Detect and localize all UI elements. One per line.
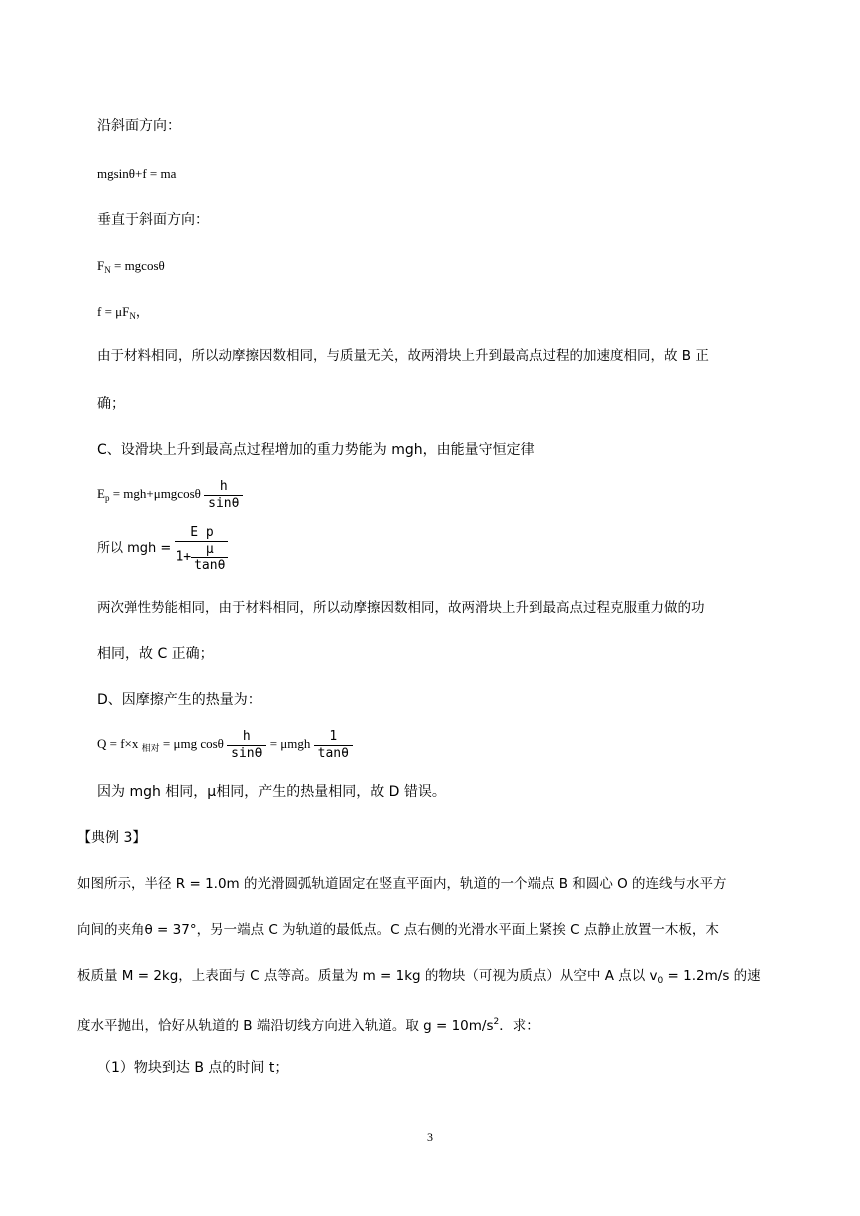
equation-line: Q = f×x $_{相对}$ = μmg cosθ $\frac{h}{\sin\theta}$ = μmgh $\frac{1}{\tan\theta}$ [97, 724, 353, 769]
text-line: C、设滑块上升到最高点过程增加的重力势能为 mgh，由能量守恒定律 [97, 442, 535, 458]
fraction: $\frac{h}{\sin\theta}$ [227, 729, 266, 762]
equation-line: mgsinθ+f = ma [97, 166, 177, 181]
text-line: 因为 mgh 相同，μ相同，产生的热量相同，故 D 错误。 [97, 784, 446, 800]
text-line: 度水平抛出，恰好从轨道的 B 端沿切线方向进入轨道。取 $g = 10m/s^2$．求： [77, 1017, 540, 1034]
equation-line: $E_p = mgh+\mu mgcos\theta$ $\frac{h}{\sin\theta}$ [97, 474, 243, 518]
text-line: 两次弹性势能相同，由于材料相同，所以动摩擦因数相同，故两滑块上升到最高点过程克服重力做的功 [97, 600, 705, 616]
section-heading: 【典例 3】 [77, 830, 147, 846]
page-number: 3 [427, 1130, 433, 1144]
equation-line: $f = \mu F_N$， [97, 304, 149, 321]
text-line: 相同，故 C 正确； [97, 646, 214, 662]
text-line: 如图所示，半径 R = 1.0m 的光滑圆弧轨道固定在竖直平面内，轨道的一个端点 B 和圆心 O 的连线与水平方 [77, 876, 727, 892]
text-line: 垂直于斜面方向： [97, 212, 209, 228]
text-line: 确； [97, 396, 125, 412]
text-line: 板质量 M = 2kg，上表面与 C 点等高。质量为 m = 1kg 的物块（可视为质点）从空中 A 点以 $v_0 = 1.2m/s$ 的速 [77, 968, 761, 986]
text-line: 向间的夹角θ = 37°，另一端点 C 为轨道的最低点。C 点右侧的光滑水平面上紧挨 C 点静止放置一木板，木 [77, 922, 719, 938]
equation-line: 所以 mgh = E p 1+ $\frac{\mu}{\tan\theta}$ [97, 516, 228, 581]
question-item: （1）物块到达 B 点的时间 t； [97, 1060, 289, 1076]
text-line: 由于材料相同，所以动摩擦因数相同，与质量无关，故两滑块上升到最高点过程的加速度相同，故 B 正 [97, 348, 709, 364]
text-line: 沿斜面方向： [97, 118, 181, 134]
text-line: D、因摩擦产生的热量为： [97, 692, 262, 708]
equation-line: $F_N = mgcos\theta$ [97, 258, 165, 275]
fraction: $\frac{1}{\tan\theta}$ [314, 729, 353, 762]
compound-fraction: E p 1+ $\frac{\mu}{\tan\theta}$ [175, 525, 228, 573]
fraction: $\frac{h}{\sin\theta}$ [204, 479, 243, 512]
